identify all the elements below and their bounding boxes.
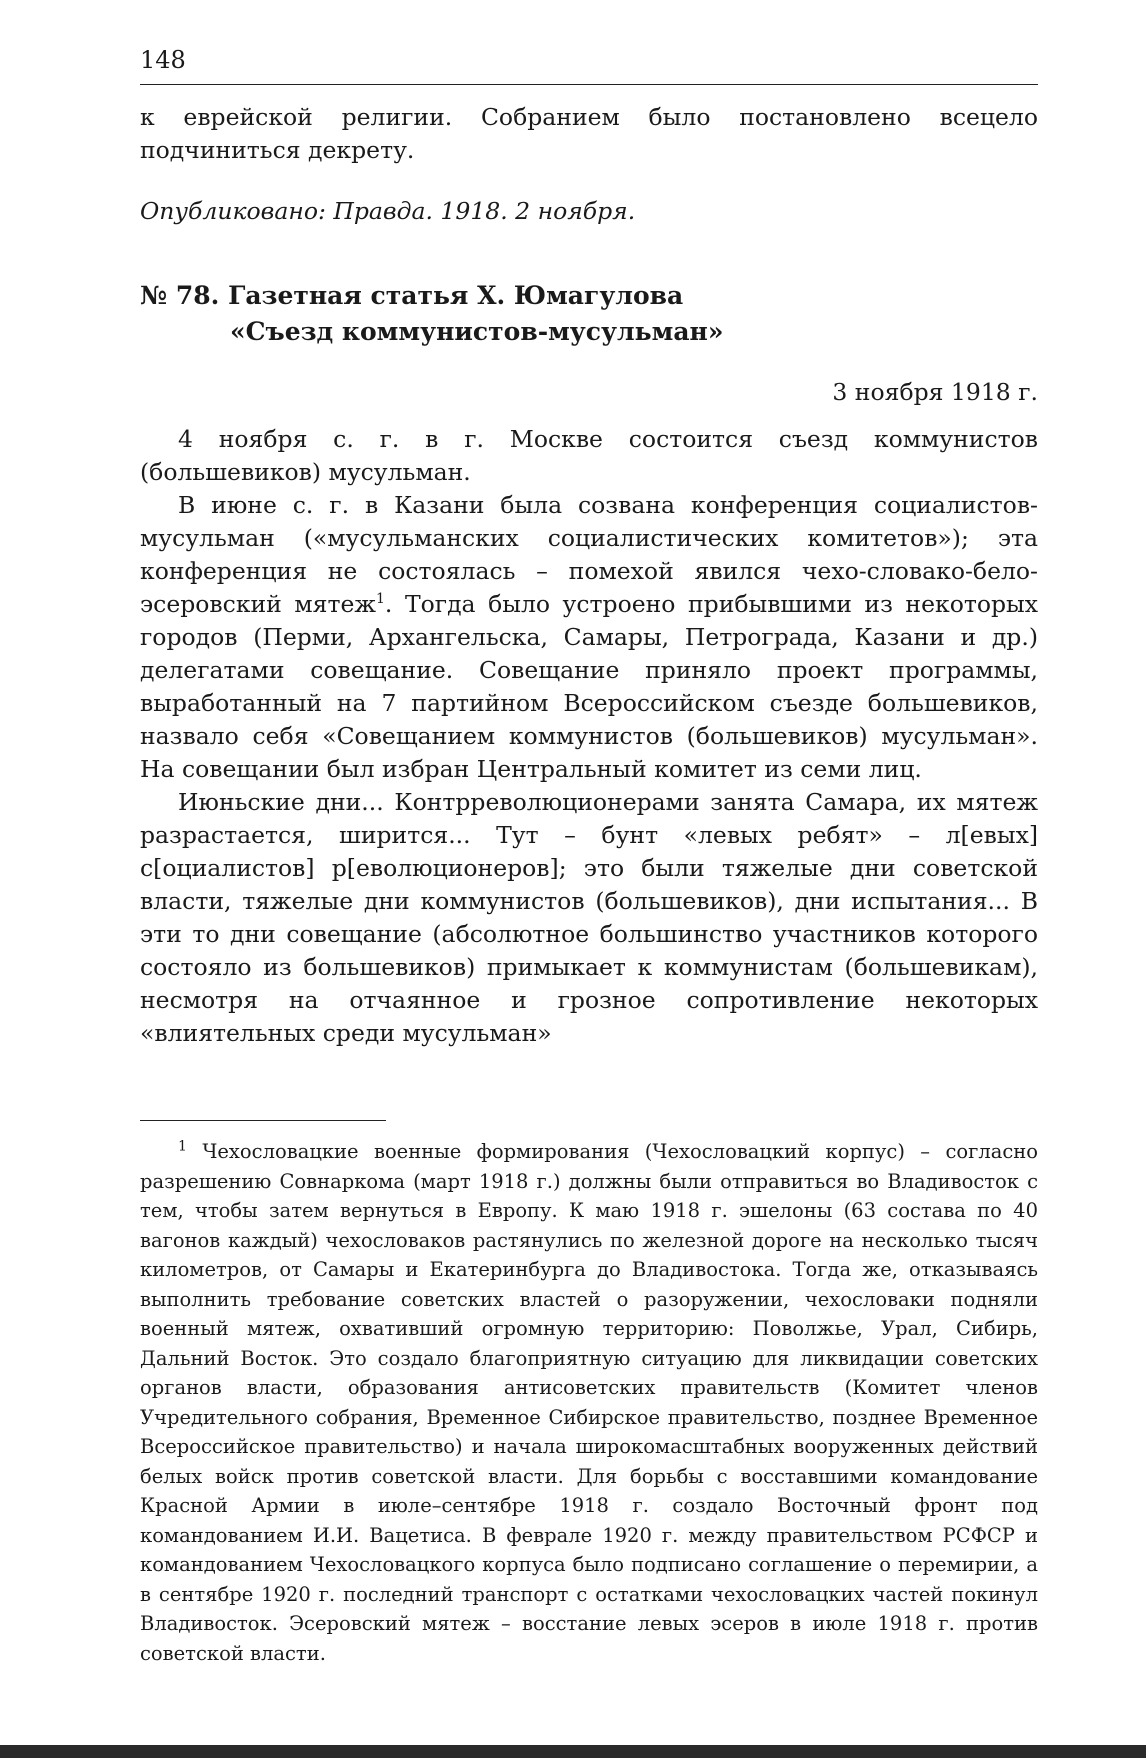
paragraph-1: 4 ноября с. г. в г. Москве состоится съезд коммунистов (большевиков) мусульман. <box>140 425 1038 486</box>
intro-paragraph: к еврейской религии. Собранием было постановлено всецело подчиниться декрету. <box>140 103 1038 164</box>
document-date: 3 ноября 1918 г. <box>832 378 1038 406</box>
publication-source: Опубликовано: Правда. 1918. 2 ноября. <box>140 197 636 225</box>
footnote <box>140 1137 1038 1668</box>
page-number: 148 <box>140 46 186 74</box>
document-heading <box>140 278 1038 350</box>
header-rule <box>140 84 1038 85</box>
document-heading-line1: № 78. Газетная статья Х. Юмагулова <box>140 281 684 310</box>
book-page <box>140 46 1038 1668</box>
footnote-rule <box>140 1120 386 1121</box>
footnote-reference[interactable]: 1 <box>376 591 385 608</box>
footnote-text: Чехословацкие военные формирования (Чехословацкий корпус) – согласно разрешению Совнаркома (март 1918 г.) должны были отправиться во Владивосток с тем, чтобы затем вернуться в Европу. К маю 1918 г. эшелоны (63 состава по 40 вагонов каждый) чехословаков растянулись по железной дороге на несколько тысяч километров, от Самары и Екатеринбурга до Владивостока. Тогда же, отказываясь выполнить требование советских властей о разоружении, чехословаки подняли военный мятеж, охвативший огромную территорию: Поволжье, Урал, Сибирь, Дальний Восток. Это создало благоприятную ситуацию для ликвидации советских органов власти, образования антисоветских правительств (Комитет членов Учредительного собрания, Временное Сибирское правительство, позднее Временное Всероссийское правительство) и начала широкомасштабных вооруженных действий белых войск против советской власти. Для борьбы с восставшими командование Красной Армии в июле–сентябре 1918 г. создало Восточный фронт под командованием И.И. Вацетиса. В феврале 1920 г. между правительством РСФСР и командованием Чехословацкого корпуса было подписано соглашение о перемирии, а в сентябре 1920 г. последний транспорт с остатками чехословацких частей покинул Владивосток. Эсеровский мятеж – восстание левых эсеров в июле 1918 г. против советской власти. <box>140 1140 1038 1665</box>
paragraph-2: В июне с. г. в Казани была созвана конференция социалистов-мусульман («мусульманских социалистических комитетов»); эта конференция не состоялась – помехой явился чехо-словако-бело-эсеровский мятеж$^1$. Тогда было устроено прибывшими из некоторых городов (Перми, Архангельска, Самары, Петрограда, Казани и др.) делегатами совещание. Совещание приняло проект программы, выработанный на 7 партийном Всероссийском съезде большевиков, назвало себя «Совещанием коммунистов (большевиков) мусульман». На совещании был избран Центральный комитет из семи лиц. <box>140 491 1038 783</box>
document-heading-line2: «Съезд коммунистов-мусульман» <box>230 317 724 346</box>
paragraph-2-text: В июне с. г. в Казани была созвана конференция социалистов-мусульман («мусульманских социалистических комитетов»); эта конференция не состоялась – помехой явился чехо-словако-бело-эсеровский мятеж <box>140 491 1038 618</box>
scan-bottom-edge <box>0 1745 1146 1758</box>
paragraph-2-continuation: Тогда было устроено прибывшими из некоторых городов (Перми, Архангельска, Самары, Петрограда, Казани и др.) делегатами совещание. Совещание приняло проект программы, выработанный на 7 партийном Всероссийском съезде большевиков, назвало себя «Совещанием коммунистов (большевиков) мусульман». На совещании был избран Центральный комитет из семи лиц. <box>140 590 1038 783</box>
footnote-marker: 1 <box>178 1138 187 1155</box>
paragraph-3: Июньские дни... Контрреволюционерами занята Самара, их мятеж разрастается, ширится... Тут – бунт «левых ребят» – л[евых] с[оциалистов] р[еволюционеров]; это были тяжелые дни советской власти, тяжелые дни коммунистов (большевиков), дни испытания... В эти то дни совещание (абсолютное большинство участников которого состояло из большевиков) примыкает к коммунистам (большевикам), несмотря на отчаянное и грозное сопротивление некоторых «влиятельных среди мусульман» <box>140 788 1038 1047</box>
